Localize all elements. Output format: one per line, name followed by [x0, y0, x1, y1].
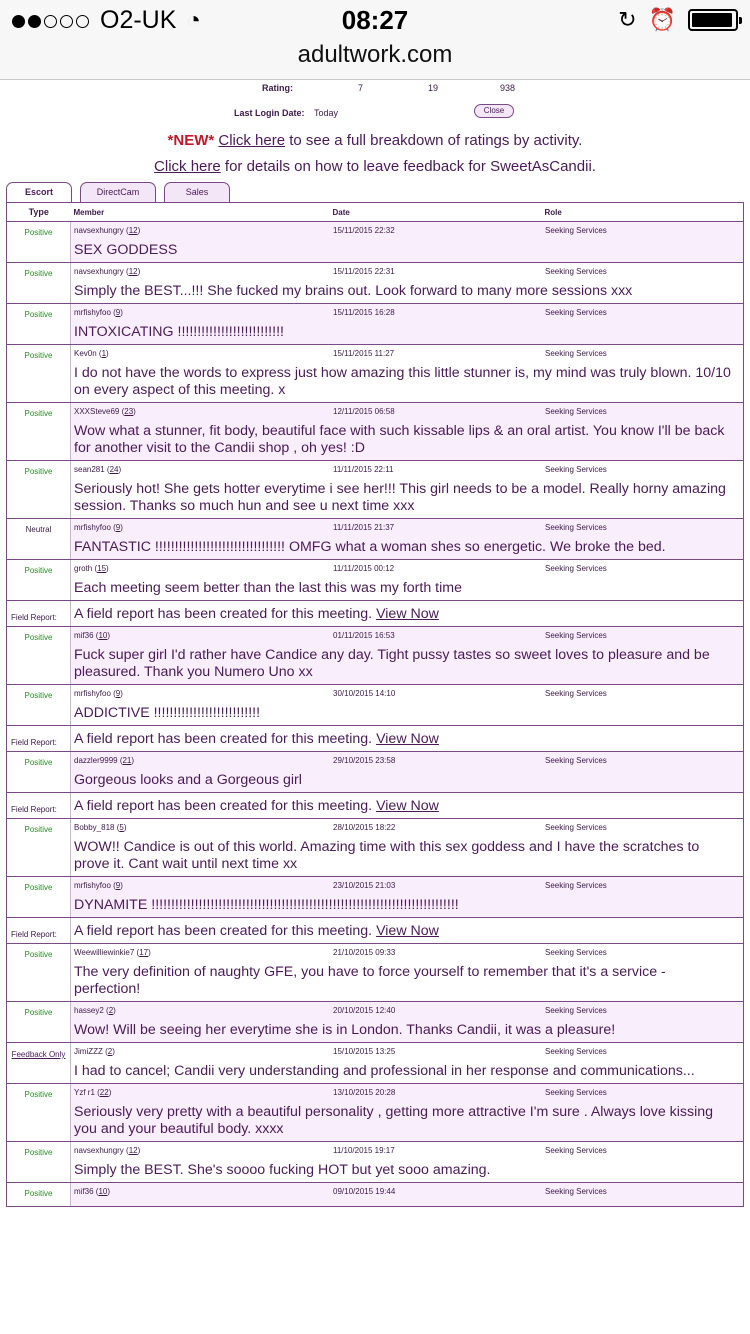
member-name[interactable]: groth — [74, 564, 93, 573]
member-name[interactable]: navsexhungry — [74, 267, 124, 276]
feedback-comment: Wow! Will be seeing her everytime she is in London. Thanks Candii, it was a pleasure! — [74, 1022, 616, 1038]
feedback-meta — [71, 263, 743, 279]
rating-value-1: 7 — [358, 83, 364, 93]
feedback-tabs — [0, 182, 750, 202]
feedback-details — [71, 519, 744, 560]
rating-label: Rating: — [262, 83, 293, 93]
feedback-type: Positive — [7, 222, 71, 263]
column-member: Member — [73, 208, 105, 217]
feedback-date: 23/10/2015 21:03 — [333, 881, 396, 890]
feedback-type: Positive — [7, 819, 71, 877]
field-report-details — [71, 793, 744, 819]
feedback-details — [71, 461, 744, 519]
feedback-role: Seeking Services — [545, 349, 607, 358]
field-report-text: A field report has been created for this meeting. — [74, 606, 373, 622]
feedback-meta — [71, 519, 743, 535]
member-info: sean281 (24) — [74, 465, 122, 474]
field-report-message — [71, 726, 743, 751]
member-info: navsexhungry (12) — [74, 267, 141, 276]
member-info: JimiZZZ (2) — [74, 1047, 115, 1056]
member-name[interactable]: Weewilliewinkie7 — [74, 948, 135, 957]
field-report-label: Field Report: — [7, 793, 71, 819]
feedback-type: Positive — [7, 560, 71, 601]
feedback-role: Seeking Services — [545, 756, 607, 765]
feedback-meta — [71, 627, 743, 643]
feedback-howto-notice — [0, 154, 750, 180]
field-report-message — [71, 918, 743, 943]
feedback-row — [7, 1183, 744, 1207]
feedback-type: Neutral — [7, 519, 71, 560]
feedback-details — [71, 627, 744, 685]
member-feedback-count[interactable]: 10 — [98, 1187, 108, 1196]
member-feedback-count[interactable]: 23 — [124, 407, 134, 416]
feedback-row — [7, 1084, 744, 1142]
member-info: Bobby_818 (5) — [74, 823, 127, 832]
feedback-date: 15/10/2015 13:25 — [333, 1047, 396, 1056]
alarm-icon: ⏰ — [648, 7, 676, 32]
member-name[interactable]: JimiZZZ — [74, 1047, 103, 1056]
view-field-report-link[interactable]: View Now — [376, 731, 439, 747]
member-info: mrfishyfoo (9) — [74, 689, 123, 698]
member-feedback-count[interactable]: 22 — [99, 1088, 109, 1097]
field-report-text: A field report has been created for this meeting. — [74, 731, 373, 747]
feedback-comment: Fuck super girl I'd rather have Candice any day. Tight pussy tastes so sweet loves to pleasure and be pleasured. Thank you Numero Uno xx — [74, 647, 710, 680]
feedback-role: Seeking Services — [545, 1047, 607, 1056]
feedback-meta — [71, 944, 743, 960]
feedback-row — [7, 1142, 744, 1183]
feedback-comment: Simply the BEST...!!! She fucked my brains out. Look forward to many more sessions xxx — [74, 283, 633, 299]
member-name[interactable]: mrfishyfoo — [74, 308, 111, 317]
rating-summary — [0, 80, 750, 102]
member-feedback-count[interactable]: 21 — [122, 756, 132, 765]
last-login — [0, 102, 750, 128]
feedback-row — [7, 263, 744, 304]
rating-value-2: 19 — [428, 83, 439, 93]
column-type: Type — [7, 203, 71, 222]
member-info: dazzler9999 (21) — [74, 756, 135, 765]
feedback-role: Seeking Services — [545, 823, 607, 832]
address-bar[interactable] — [0, 40, 750, 80]
feedback-meta — [71, 1183, 743, 1199]
field-report-row — [7, 793, 744, 819]
feedback-details — [71, 1002, 744, 1043]
feedback-details — [71, 819, 744, 877]
member-info: mrfishyfoo (9) — [74, 881, 123, 890]
feedback-date: 15/11/2015 11:27 — [333, 349, 395, 358]
feedback-type: Positive — [7, 304, 71, 345]
feedback-date: 11/10/2015 19:17 — [333, 1146, 395, 1155]
feedback-meta — [71, 222, 743, 238]
feedback-type: Positive — [7, 345, 71, 403]
feedback-comment: Gorgeous looks and a Gorgeous girl — [74, 772, 302, 788]
feedback-meta — [71, 1043, 743, 1059]
field-report-label: Field Report: — [7, 726, 71, 752]
member-feedback-count[interactable]: 5 — [119, 823, 124, 832]
feedback-row — [7, 685, 744, 726]
feedback-row — [7, 752, 744, 793]
last-login-label: Last Login Date: — [234, 108, 305, 118]
member-feedback-count[interactable]: 17 — [139, 948, 149, 957]
member-feedback-count[interactable]: 2 — [108, 1006, 114, 1015]
member-info: mif36 (10) — [74, 631, 111, 640]
field-report-label: Field Report: — [7, 918, 71, 944]
feedback-comment: I had to cancel; Candii very understanding and professional in her response and communications... — [74, 1063, 695, 1079]
feedback-type: Positive — [7, 685, 71, 726]
feedback-comment: The very definition of naughty GFE, you have to force yourself to remember that it's a service - perfection! — [74, 964, 666, 997]
feedback-comment: SEX GODDESS — [74, 242, 178, 258]
feedback-meta — [71, 1002, 743, 1018]
feedback-type: Positive — [7, 1084, 71, 1142]
column-role: Role — [544, 208, 562, 217]
view-field-report-link[interactable]: View Now — [376, 923, 439, 939]
feedback-comment: INTOXICATING !!!!!!!!!!!!!!!!!!!!!!!!!!! — [74, 324, 284, 340]
column-header-group — [71, 203, 744, 222]
field-report-message — [71, 601, 743, 626]
member-feedback-count[interactable]: 9 — [115, 308, 121, 317]
feedback-details — [71, 752, 744, 793]
feedback-type: Positive — [7, 1002, 71, 1043]
feedback-details — [71, 944, 744, 1002]
feedback-date: 11/11/2015 22:11 — [333, 465, 394, 474]
feedback-details — [71, 1142, 744, 1183]
member-feedback-count[interactable]: 9 — [115, 523, 121, 532]
feedback-type: Positive — [7, 403, 71, 461]
feedback-comment: FANTASTIC !!!!!!!!!!!!!!!!!!!!!!!!!!!!!!!!! OMFG what a woman shes so energetic. We broke the bed. — [74, 539, 666, 555]
feedback-details — [71, 1183, 744, 1207]
feedback-date: 12/11/2015 06:58 — [333, 407, 395, 416]
field-report-row — [7, 726, 744, 752]
feedback-comment: Simply the BEST. She's soooo fucking HOT but yet sooo amazing. — [74, 1162, 491, 1178]
rating-value-3: 938 — [500, 83, 516, 93]
member-feedback-count[interactable]: 24 — [109, 465, 119, 474]
member-name[interactable]: Yzf r1 — [74, 1088, 95, 1097]
battery-icon — [688, 9, 738, 31]
page-content — [0, 80, 750, 1207]
member-info: mrfishyfoo (9) — [74, 523, 123, 532]
feedback-date: 11/11/2015 00:12 — [333, 564, 395, 573]
member-info: XXXSteve69 (23) — [74, 407, 136, 416]
feedback-role: Seeking Services — [545, 407, 607, 416]
feedback-role: Seeking Services — [545, 881, 607, 890]
feedback-date: 20/10/2015 12:40 — [333, 1006, 396, 1015]
feedback-type: Positive — [7, 1183, 71, 1207]
feedback-date: 29/10/2015 23:58 — [333, 756, 396, 765]
feedback-type: Positive — [7, 752, 71, 793]
member-feedback-count[interactable]: 2 — [107, 1047, 113, 1056]
field-report-row — [7, 601, 744, 627]
feedback-comment: DYNAMITE !!!!!!!!!!!!!!!!!!!!!!!!!!!!!!!!!!!!!!!!!!!!!!!!!!!!!!!!!!!!!!!!!!!!!!!!!!!!!! — [74, 897, 459, 913]
field-report-text: A field report has been created for this meeting. — [74, 798, 373, 814]
feedback-howto-link[interactable]: Click here — [154, 158, 221, 175]
feedback-type: Positive — [7, 263, 71, 304]
feedback-date: 15/11/2015 16:28 — [333, 308, 395, 317]
field-report-text: A field report has been created for this meeting. — [74, 923, 373, 939]
feedback-details — [71, 1043, 744, 1084]
feedback-details — [71, 560, 744, 601]
feedback-type: Positive — [7, 627, 71, 685]
member-name[interactable]: mrfishyfoo — [74, 523, 111, 532]
feedback-date: 09/10/2015 19:44 — [333, 1187, 396, 1196]
feedback-role: Seeking Services — [545, 523, 607, 532]
ratings-breakdown-notice — [0, 128, 750, 154]
feedback-details — [71, 304, 744, 345]
feedback-role: Seeking Services — [545, 1146, 607, 1155]
feedback-meta — [71, 1084, 743, 1100]
feedback-comment: Seriously very pretty with a beautiful personality , getting more attractive I'm sure . Always love kissing you and your beautiful body. xxxx — [74, 1104, 714, 1137]
column-date: Date — [332, 208, 350, 217]
url-text: adultwork.com — [297, 41, 453, 68]
feedback-meta — [71, 752, 743, 768]
feedback-comment: Wow what a stunner, fit body, beautiful face with such kissable lips & an oral artist. You know I'll be back for another visit to the Candii shop , oh yes! :D — [74, 423, 725, 456]
feedback-details — [71, 345, 744, 403]
field-report-row — [7, 918, 744, 944]
status-bar — [0, 0, 750, 40]
feedback-details — [71, 222, 744, 263]
feedback-role: Seeking Services — [545, 631, 607, 640]
carrier-name: O2-UK — [100, 6, 177, 34]
table-header — [7, 203, 744, 222]
feedback-comment: Each meeting seem better than the last this was my forth time — [74, 580, 462, 596]
field-report-details — [71, 726, 744, 752]
feedback-comment: WOW!! Candice is out of this world. Amazing time with this sex goddess and I have the scratches to prove it. Cant wait until next time xx — [74, 839, 700, 872]
member-info: Weewilliewinkie7 (17) — [74, 948, 151, 957]
rotation-lock-icon: ↻ — [618, 7, 637, 32]
feedback-meta — [71, 819, 743, 835]
feedback-type: Positive — [7, 461, 71, 519]
feedback-comment: ADDICTIVE !!!!!!!!!!!!!!!!!!!!!!!!!!! — [74, 705, 261, 721]
field-report-details — [71, 601, 744, 627]
member-name[interactable]: hassey2 — [74, 1006, 104, 1015]
feedback-role: Seeking Services — [545, 226, 607, 235]
feedback-row — [7, 403, 744, 461]
feedback-row — [7, 944, 744, 1002]
member-feedback-count[interactable]: 9 — [115, 689, 121, 698]
feedback-type: Positive — [7, 944, 71, 1002]
member-name[interactable]: mif36 — [74, 1187, 94, 1196]
feedback-comment: Seriously hot! She gets hotter everytime i see her!!! This girl needs to be a model. Really horny amazing session. Thanks so much hun and see u next time xxx — [74, 481, 726, 514]
member-feedback-count[interactable]: 15 — [97, 564, 107, 573]
member-feedback-count[interactable]: 12 — [128, 267, 138, 276]
member-feedback-count[interactable]: 10 — [98, 631, 108, 640]
member-name[interactable]: Kev0n — [74, 349, 97, 358]
member-info: Kev0n (1) — [74, 349, 109, 358]
view-field-report-link[interactable]: View Now — [376, 798, 439, 814]
member-feedback-count[interactable]: 12 — [128, 1146, 138, 1155]
feedback-date: 01/11/2015 16:53 — [333, 631, 395, 640]
field-report-details — [71, 918, 744, 944]
ratings-breakdown-text: to see a full breakdown of ratings by activity. — [289, 132, 583, 149]
feedback-row — [7, 819, 744, 877]
feedback-row — [7, 461, 744, 519]
member-info: mif36 (10) — [74, 1187, 111, 1196]
tab-escort[interactable]: Escort — [6, 182, 72, 202]
feedback-role: Seeking Services — [545, 689, 607, 698]
feedback-details — [71, 685, 744, 726]
feedback-date: 11/11/2015 21:37 — [333, 523, 395, 532]
member-name[interactable]: navsexhungry — [74, 1146, 124, 1155]
feedback-type[interactable]: Feedback Only — [7, 1043, 71, 1084]
wifi-icon: ◔ — [186, 6, 201, 34]
tab-directcam[interactable]: DirectCam — [80, 182, 156, 202]
member-info: mrfishyfoo (9) — [74, 308, 123, 317]
close-button[interactable]: Close — [474, 104, 514, 118]
feedback-meta — [71, 1142, 743, 1158]
feedback-row — [7, 304, 744, 345]
member-info: groth (15) — [74, 564, 109, 573]
member-name[interactable]: sean281 — [74, 465, 105, 474]
feedback-date: 21/10/2015 09:33 — [333, 948, 396, 957]
member-name[interactable]: navsexhungry — [74, 226, 124, 235]
feedback-date: 13/10/2015 20:28 — [333, 1088, 396, 1097]
ratings-breakdown-link[interactable]: Click here — [218, 132, 286, 149]
feedback-role: Seeking Services — [545, 1088, 607, 1097]
feedback-meta — [71, 685, 743, 701]
member-feedback-count[interactable]: 12 — [128, 226, 138, 235]
feedback-row — [7, 877, 744, 918]
tab-sales[interactable]: Sales — [164, 182, 230, 202]
feedback-meta — [71, 461, 743, 477]
feedback-type: Positive — [7, 877, 71, 918]
member-info: navsexhungry (12) — [74, 1146, 141, 1155]
feedback-date: 15/11/2015 22:31 — [333, 267, 395, 276]
status-icons — [618, 7, 738, 33]
last-login-value: Today — [314, 108, 339, 118]
member-feedback-count[interactable]: 1 — [101, 349, 107, 358]
feedback-row — [7, 519, 744, 560]
feedback-role: Seeking Services — [545, 564, 607, 573]
member-name[interactable]: mrfishyfoo — [74, 689, 111, 698]
field-report-message — [71, 793, 743, 818]
member-info: navsexhungry (12) — [74, 226, 141, 235]
feedback-date: 28/10/2015 18:22 — [333, 823, 396, 832]
feedback-row — [7, 1002, 744, 1043]
feedback-date: 30/10/2015 14:10 — [333, 689, 396, 698]
feedback-meta — [71, 403, 743, 419]
view-field-report-link[interactable]: View Now — [376, 606, 439, 622]
feedback-row — [7, 1043, 744, 1084]
member-name[interactable]: Bobby_818 — [74, 823, 115, 832]
feedback-details — [71, 263, 744, 304]
feedback-comment — [71, 1199, 743, 1206]
new-badge: *NEW* — [167, 132, 215, 149]
feedback-date: 15/11/2015 22:32 — [333, 226, 395, 235]
feedback-details — [71, 403, 744, 461]
field-report-label: Field Report: — [7, 601, 71, 627]
feedback-meta — [71, 877, 743, 893]
feedback-row — [7, 627, 744, 685]
member-info: Yzf r1 (22) — [74, 1088, 112, 1097]
member-name[interactable]: mif36 — [74, 631, 94, 640]
feedback-details — [71, 1084, 744, 1142]
feedback-howto-text: for details on how to leave feedback for SweetAsCandii. — [224, 158, 596, 175]
member-info: hassey2 (2) — [74, 1006, 116, 1015]
member-name[interactable]: mrfishyfoo — [74, 881, 111, 890]
member-name[interactable]: XXXSteve69 — [74, 407, 120, 416]
feedback-table — [6, 202, 744, 1207]
clock: 08:27 — [341, 5, 409, 35]
feedback-row — [7, 345, 744, 403]
feedback-meta — [71, 304, 743, 320]
feedback-role: Seeking Services — [545, 465, 607, 474]
feedback-meta — [71, 345, 743, 361]
member-name[interactable]: dazzler9999 — [74, 756, 118, 765]
feedback-role: Seeking Services — [545, 1006, 607, 1015]
feedback-role: Seeking Services — [545, 267, 607, 276]
feedback-role: Seeking Services — [545, 1187, 607, 1196]
feedback-type: Positive — [7, 1142, 71, 1183]
feedback-role: Seeking Services — [545, 948, 607, 957]
feedback-comment: I do not have the words to express just how amazing this little stunner is, my mind was truly blown. 10/10 on every aspect of this meeting. x — [74, 365, 731, 398]
feedback-details — [71, 877, 744, 918]
feedback-row — [7, 560, 744, 601]
feedback-row — [7, 222, 744, 263]
member-feedback-count[interactable]: 9 — [115, 881, 121, 890]
feedback-meta — [71, 560, 743, 576]
feedback-role: Seeking Services — [545, 308, 607, 317]
